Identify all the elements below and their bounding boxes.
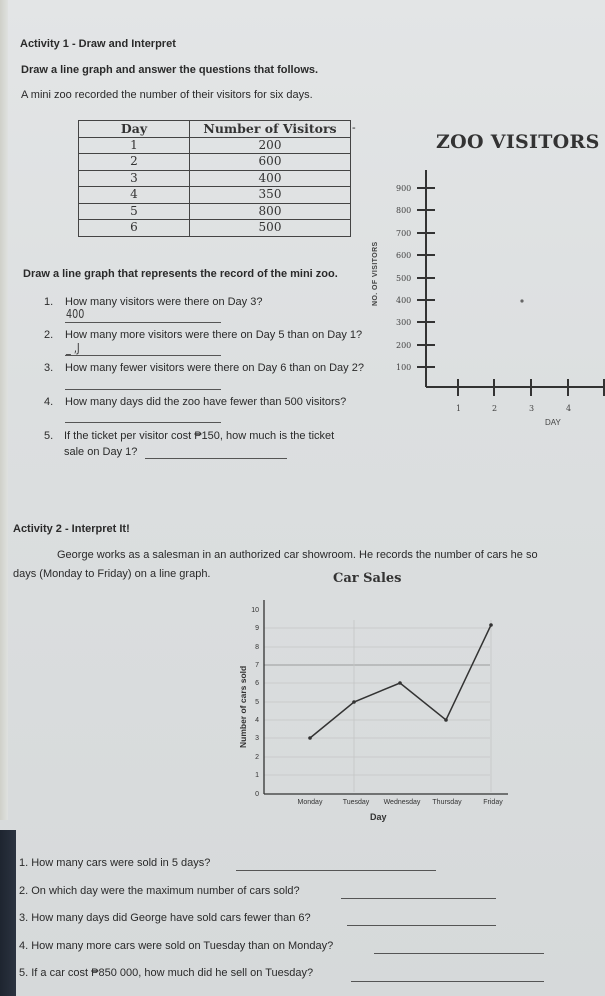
x-tick-label: 3 <box>529 404 535 413</box>
x-tick-monday: Monday <box>297 799 323 806</box>
a2-q5-text: 5. If a car cost ₱850 000, how much did he sell on Tuesday? <box>19 967 314 979</box>
svg-text:7: 7 <box>255 662 259 669</box>
svg-text:1: 1 <box>255 772 259 779</box>
q2-answer[interactable]: _ ,J <box>66 341 80 355</box>
table-cell: 5 <box>79 203 190 220</box>
table-header-day: Day <box>79 121 190 138</box>
svg-text:3: 3 <box>255 735 259 742</box>
table-header-visitors: Number of Visitors <box>190 121 351 138</box>
table-cell: 1 <box>79 137 190 154</box>
q5-number: 5. <box>44 430 54 442</box>
svg-text:0: 0 <box>255 791 259 798</box>
q4-number: 4. <box>44 396 54 408</box>
table-cell: 6 <box>79 220 190 237</box>
stray-dash: - <box>352 122 356 134</box>
table-cell: 600 <box>190 154 351 171</box>
y-tick-label: 300 <box>396 318 412 327</box>
svg-text:10: 10 <box>251 607 259 614</box>
x-tick-thursday: Thursday <box>432 799 462 806</box>
y-tick-label: 400 <box>396 296 412 305</box>
q3-number: 3. <box>44 362 54 374</box>
q2-text: How many more visitors were there on Day 5 than on Day 1? <box>65 329 363 341</box>
x-tick-label: 2 <box>492 404 498 413</box>
q1-text: How many visitors were there on Day 3? <box>65 296 263 308</box>
q5-text-cont: sale on Day 1? <box>64 446 138 458</box>
x-tick-label: 1 <box>456 404 462 413</box>
x-tick-friday: Friday <box>483 799 503 806</box>
svg-text:2: 2 <box>255 754 259 761</box>
svg-text:9: 9 <box>255 625 259 632</box>
x-tick-wednesday: Wednesday <box>383 799 421 806</box>
table-cell: 2 <box>79 154 190 171</box>
svg-text:8: 8 <box>255 644 259 651</box>
q3-text: How many fewer visitors were there on Day 6 than on Day 2? <box>65 362 364 374</box>
a2-q1-text: 1. How many cars were sold in 5 days? <box>19 857 211 869</box>
a2-q3-answer-line[interactable] <box>347 925 496 926</box>
table-cell: 200 <box>190 137 351 154</box>
activity2-intro-line1: George works as a salesman in an authorized car showroom. He records the number of cars he so <box>57 549 538 561</box>
a2-q2-text: 2. On which day were the maximum number of cars sold? <box>19 885 300 897</box>
table-cell: 4 <box>79 187 190 204</box>
graph-prompt: Draw a line graph that represents the record of the mini zoo. <box>23 268 338 280</box>
activity1-intro: A mini zoo recorded the number of their visitors for six days. <box>21 89 313 101</box>
x-tick-label: 4 <box>566 404 572 413</box>
y-tick-label: 900 <box>396 184 412 193</box>
q5-text: If the ticket per visitor cost ₱150, how much is the ticket <box>64 430 335 442</box>
a2-q4-answer-line[interactable] <box>374 953 544 954</box>
table-cell: 3 <box>79 170 190 187</box>
y-tick-label: 700 <box>396 229 412 238</box>
zoo-y-axis-label: NO. OF VISITORS <box>372 241 379 306</box>
table-cell: 800 <box>190 203 351 220</box>
y-tick-label: 100 <box>396 363 412 372</box>
activity1-title: Activity 1 - Draw and Interpret <box>20 38 176 50</box>
a2-q4-text: 4. How many more cars were sold on Tuesday than on Monday? <box>19 940 334 952</box>
y-tick-label: 200 <box>396 341 412 350</box>
activity1-instruction: Draw a line graph and answer the questions that follows. <box>21 64 319 76</box>
svg-text:4: 4 <box>255 717 259 724</box>
q1-answer[interactable]: 400 <box>66 307 85 321</box>
car-chart-title: Car Sales <box>333 571 402 586</box>
y-tick-label: 800 <box>396 206 412 215</box>
y-tick-label: 600 <box>396 251 412 260</box>
x-tick-tuesday: Tuesday <box>342 799 370 806</box>
a2-q3-text: 3. How many days did George have sold cars fewer than 6? <box>19 912 311 924</box>
zoo-x-axis-label: DAY <box>545 418 561 427</box>
table-cell: 400 <box>190 170 351 187</box>
svg-text:6: 6 <box>255 680 259 687</box>
car-x-axis-label: Day <box>370 812 387 822</box>
zoo-chart-title: ZOO VISITORS <box>436 131 600 153</box>
a2-q5-answer-line[interactable] <box>351 981 544 982</box>
a2-q1-answer-line[interactable] <box>236 870 436 871</box>
y-tick-label: 500 <box>396 274 412 283</box>
svg-text:5: 5 <box>255 699 259 706</box>
activity2-intro-line2: days (Monday to Friday) on a line graph. <box>13 568 211 580</box>
activity2-title: Activity 2 - Interpret It! <box>13 523 130 535</box>
q1-number: 1. <box>44 296 54 308</box>
q2-number: 2. <box>44 329 54 341</box>
table-cell: 350 <box>190 187 351 204</box>
a2-q2-answer-line[interactable] <box>341 898 496 899</box>
car-y-axis-label: Number of cars sold <box>238 665 248 748</box>
q4-text: How many days did the zoo have fewer than 500 visitors? <box>65 396 347 408</box>
table-cell: 500 <box>190 220 351 237</box>
